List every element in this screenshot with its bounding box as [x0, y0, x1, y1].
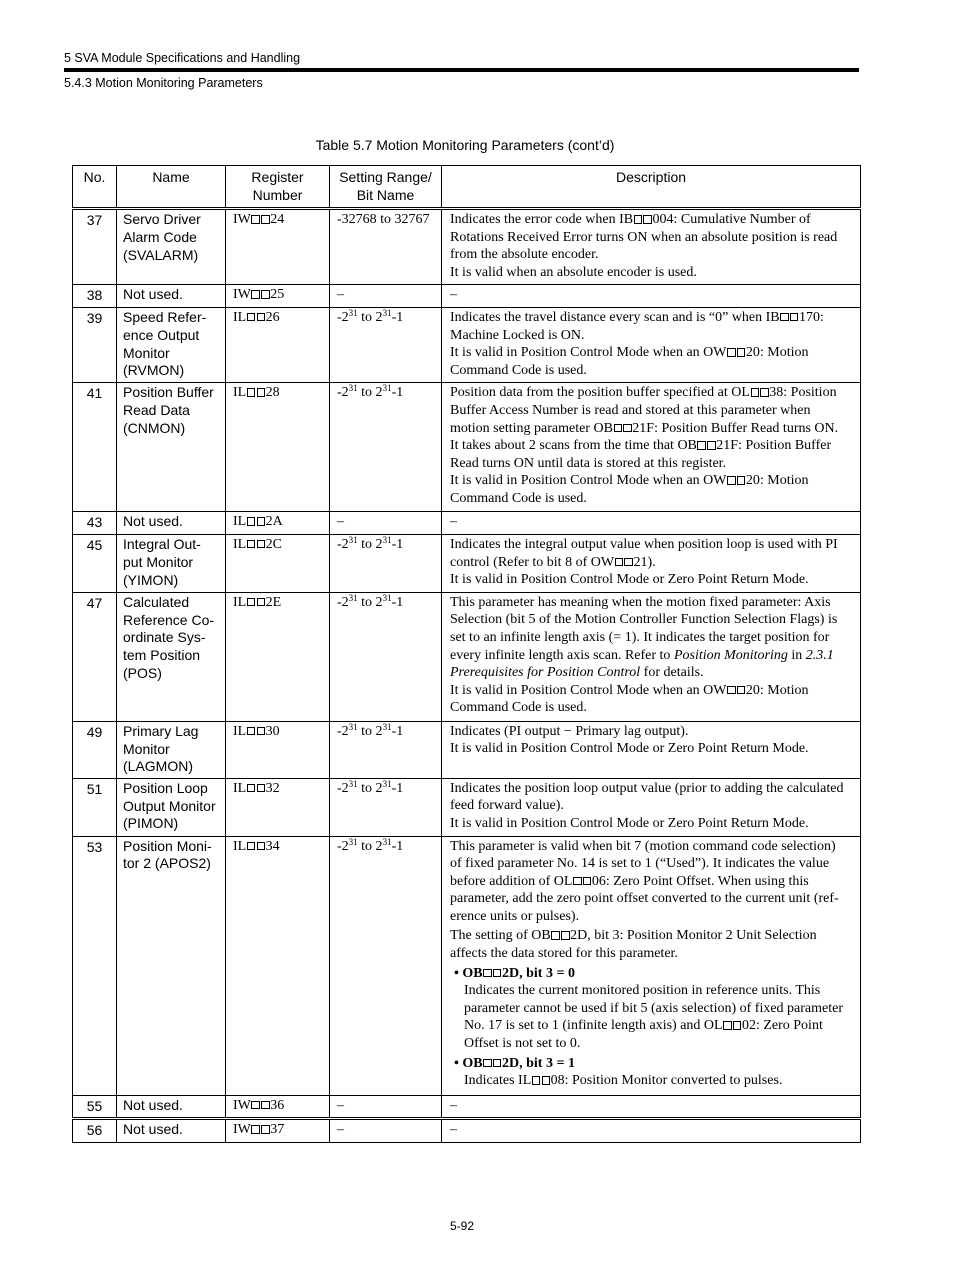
placeholder-box-icon — [733, 1021, 742, 1030]
placeholder-box-icon — [247, 517, 256, 526]
placeholder-box-icon — [551, 931, 560, 940]
register-number: IL 2A — [226, 512, 330, 535]
placeholder-box-icon — [257, 540, 266, 549]
table-caption: Table 5.7 Motion Monitoring Parameters (cont’d) — [315, 137, 615, 153]
register-number: IL 30 — [226, 721, 330, 778]
table-row — [73, 209, 861, 285]
placeholder-box-icon — [727, 476, 736, 485]
placeholder-box-icon — [251, 290, 260, 299]
param-no: 53 — [73, 836, 117, 1095]
placeholder-box-icon — [251, 1125, 260, 1134]
table-row — [73, 778, 861, 836]
register-number: IL 32 — [226, 778, 330, 836]
description: – — [442, 285, 861, 308]
description: – — [442, 512, 861, 535]
placeholder-box-icon — [261, 215, 270, 224]
table-row — [73, 307, 861, 382]
setting-range: $-2^{31}$ to $2^{31}-1$ — [330, 592, 442, 721]
param-name: Primary Lag Monitor (LAGMON) — [117, 721, 226, 778]
placeholder-box-icon — [257, 388, 266, 397]
placeholder-box-icon — [780, 313, 789, 322]
placeholder-box-icon — [561, 931, 570, 940]
param-no: 55 — [73, 1095, 117, 1119]
param-name: Calculated Reference Co- ordinate Sys- tem Position (POS) — [117, 592, 226, 721]
placeholder-box-icon — [257, 784, 266, 793]
placeholder-box-icon — [257, 598, 266, 607]
placeholder-box-icon — [614, 424, 623, 433]
section-header: 5 SVA Module Specifications and Handling — [64, 51, 301, 65]
param-no: 56 — [73, 1119, 117, 1143]
description: Indicates the error code when IB 004: Cumulative Number of Rotations Received Error turns ON when an absolute position is read from the absolute encoder. It is valid when an absolute encoder is used. — [442, 209, 861, 285]
description: Position data from the position buffer specified at OL 38: Position Buffer Access Number is read and stored at this parameter when motion setting parameter OB 21F: Position Buffer Read turns ON. It takes about 2 scans from the time that OB 21F: Position Buffer Read turns ON until data is stored at this register. It is valid in Position Control Mode when an OW 20: Motion Command Code is used. — [442, 383, 861, 512]
placeholder-box-icon — [493, 1059, 502, 1068]
table-row — [73, 1095, 861, 1119]
placeholder-box-icon — [261, 1101, 270, 1110]
placeholder-box-icon — [257, 727, 266, 736]
placeholder-box-icon — [727, 686, 736, 695]
register-number: IW 36 — [226, 1095, 330, 1119]
placeholder-box-icon — [261, 290, 270, 299]
placeholder-box-icon — [493, 969, 502, 978]
setting-range: $-2^{31}$ to $2^{31}-1$ — [330, 534, 442, 592]
col-range-header: Setting Range/ Bit Name — [330, 166, 442, 209]
placeholder-box-icon — [790, 313, 799, 322]
table-row — [73, 1119, 861, 1143]
table-row — [73, 836, 861, 1095]
param-no: 51 — [73, 778, 117, 836]
placeholder-box-icon — [257, 842, 266, 851]
table-row — [73, 534, 861, 592]
param-name: Servo Driver Alarm Code (SVALARM) — [117, 209, 226, 285]
setting-range: $-2^{31}$ to $2^{31}-1$ — [330, 778, 442, 836]
setting-range: – — [330, 285, 442, 308]
col-name-header: Name — [117, 166, 226, 209]
register-number: IL 28 — [226, 383, 330, 512]
placeholder-box-icon — [737, 686, 746, 695]
col-register-header: Register Number — [226, 166, 330, 209]
placeholder-box-icon — [751, 388, 760, 397]
param-name: Not used. — [117, 512, 226, 535]
description: – — [442, 1119, 861, 1143]
register-number: IW 25 — [226, 285, 330, 308]
description: Indicates the travel distance every scan and is “0” when IB 170: Machine Locked is ON. It is valid in Position Control Mode when an OW 20: Motion Command Code is used. — [442, 307, 861, 382]
table-row — [73, 383, 861, 512]
register-number: IL 34 — [226, 836, 330, 1095]
placeholder-box-icon — [247, 784, 256, 793]
placeholder-box-icon — [634, 215, 643, 224]
placeholder-box-icon — [247, 727, 256, 736]
setting-range: $-2^{31}$ to $2^{31}-1$ — [330, 383, 442, 512]
placeholder-box-icon — [615, 558, 624, 567]
description: This parameter is valid when bit 7 (motion command code selection) of fixed parameter No. 14 is set to 1 (“Used”). It indicates the value before addition of OL 06: Zero Point Offset. When using this parameter, add the zero point offset converted to the current unit (ref- erence units or pulses). The setting of OB 2D, bit 3: Position Monitor 2 Unit Selection affects the data stored for this parameter. • OB 2D, bit 3 = 0 Indicates the current monitored position in reference units. This parameter cannot be used if bit 5 (axis selection) of fixed parameter No. 17 is set to 1 (infinite length axis) and OL 02: Zero Point Offset is not set to 0. • OB 2D, bit 3 = 1 Indicates IL 08: Position Monitor converted to pulses. — [442, 836, 861, 1095]
param-name: Position Buffer Read Data (CNMON) — [117, 383, 226, 512]
placeholder-box-icon — [760, 388, 769, 397]
description: Indicates the position loop output value (prior to adding the calculated feed forward value). It is valid in Position Control Mode or Zero Point Return Mode. — [442, 778, 861, 836]
subsection-header: 5.4.3 Motion Monitoring Parameters — [64, 76, 263, 90]
placeholder-box-icon — [707, 441, 716, 450]
table-header-row — [73, 166, 861, 209]
setting-range: – — [330, 1119, 442, 1143]
register-number: IL 2C — [226, 534, 330, 592]
table-row — [73, 592, 861, 721]
placeholder-box-icon — [261, 1125, 270, 1134]
placeholder-box-icon — [247, 598, 256, 607]
param-name: Not used. — [117, 1119, 226, 1143]
param-no: 47 — [73, 592, 117, 721]
table-row — [73, 512, 861, 535]
placeholder-box-icon — [483, 1059, 492, 1068]
placeholder-box-icon — [573, 877, 582, 886]
placeholder-box-icon — [624, 558, 633, 567]
description: – — [442, 1095, 861, 1119]
col-description-header: Description — [442, 166, 861, 209]
placeholder-box-icon — [257, 517, 266, 526]
param-no: 43 — [73, 512, 117, 535]
header-rule — [64, 68, 859, 72]
placeholder-box-icon — [251, 1101, 260, 1110]
placeholder-box-icon — [247, 388, 256, 397]
placeholder-box-icon — [247, 313, 256, 322]
param-name: Position Loop Output Monitor (PIMON) — [117, 778, 226, 836]
placeholder-box-icon — [727, 348, 736, 357]
placeholder-box-icon — [247, 540, 256, 549]
placeholder-box-icon — [542, 1076, 551, 1085]
placeholder-box-icon — [697, 441, 706, 450]
param-name: Speed Refer- ence Output Monitor (RVMON) — [117, 307, 226, 382]
col-no-header: No. — [73, 166, 117, 209]
param-no: 37 — [73, 209, 117, 285]
placeholder-box-icon — [723, 1021, 732, 1030]
register-number: IW 24 — [226, 209, 330, 285]
placeholder-box-icon — [583, 877, 592, 886]
placeholder-box-icon — [737, 476, 746, 485]
table-row — [73, 721, 861, 778]
placeholder-box-icon — [532, 1076, 541, 1085]
param-name: Not used. — [117, 285, 226, 308]
param-no: 49 — [73, 721, 117, 778]
placeholder-box-icon — [247, 842, 256, 851]
table-row — [73, 285, 861, 308]
param-name: Not used. — [117, 1095, 226, 1119]
placeholder-box-icon — [623, 424, 632, 433]
setting-range: -32768 to 32767 — [330, 209, 442, 285]
parameters-table — [72, 165, 861, 1143]
description: Indicates (PI output − Primary lag output). It is valid in Position Control Mode or Zero Point Return Mode. — [442, 721, 861, 778]
page-number: 5-92 — [449, 1219, 475, 1233]
setting-range: $-2^{31}$ to $2^{31}-1$ — [330, 836, 442, 1095]
setting-range: – — [330, 512, 442, 535]
param-name: Position Moni- tor 2 (APOS2) — [117, 836, 226, 1095]
placeholder-box-icon — [251, 215, 260, 224]
param-name: Integral Out- put Monitor (YIMON) — [117, 534, 226, 592]
param-no: 38 — [73, 285, 117, 308]
param-no: 45 — [73, 534, 117, 592]
placeholder-box-icon — [257, 313, 266, 322]
placeholder-box-icon — [483, 969, 492, 978]
description: Indicates the integral output value when position loop is used with PI control (Refer to bit 8 of OW 21). It is valid in Position Control Mode or Zero Point Return Mode. — [442, 534, 861, 592]
register-number: IL 2E — [226, 592, 330, 721]
register-number: IW 37 — [226, 1119, 330, 1143]
description: This parameter has meaning when the motion fixed parameter: Axis Selection (bit 5 of the Motion Controller Function Selection Flags) is set to an infinite length axis (= 1). It indicates the target position for every infinite length axis scan. Refer to Position Monitoring in 2.3.1 Prerequisites for Position Control for details. It is valid in Position Control Mode when an OW 20: Motion Command Code is used. — [442, 592, 861, 721]
bullet-bit3-0: • OB 2D, bit 3 = 0 — [454, 965, 575, 981]
param-no: 39 — [73, 307, 117, 382]
setting-range: – — [330, 1095, 442, 1119]
bullet-bit3-1: • OB 2D, bit 3 = 1 — [454, 1055, 575, 1071]
placeholder-box-icon — [737, 348, 746, 357]
register-number: IL 26 — [226, 307, 330, 382]
setting-range: $-2^{31}$ to $2^{31}-1$ — [330, 721, 442, 778]
param-no: 41 — [73, 383, 117, 512]
setting-range: $-2^{31}$ to $2^{31}-1$ — [330, 307, 442, 382]
placeholder-box-icon — [643, 215, 652, 224]
